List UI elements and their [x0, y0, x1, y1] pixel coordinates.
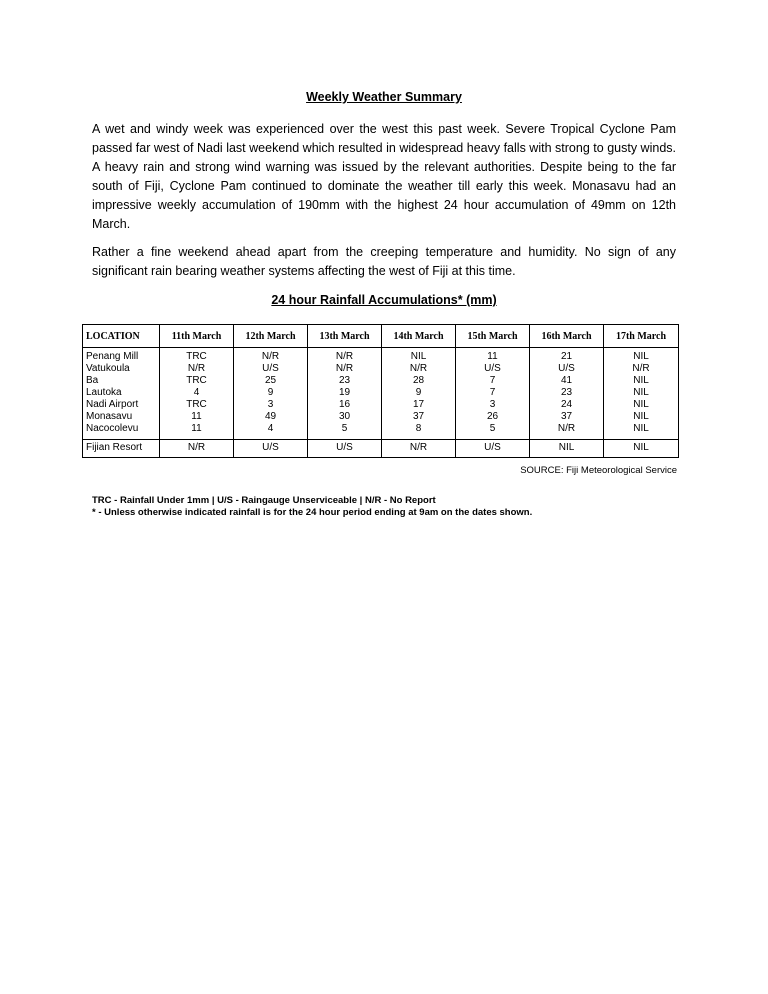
rainfall-value: 11 — [191, 411, 202, 422]
summary-paragraph-2: Rather a fine weekend ahead apart from the creeping temperature and humidity. No sign of any significant rain bearing weather systems affecting the west of Fiji at this time. — [92, 245, 676, 278]
location-name: Vatukoula — [86, 363, 130, 374]
header-day: 11th March — [160, 325, 234, 348]
location-name: Penang Mill — [86, 351, 139, 362]
rainfall-value: N/R — [409, 363, 428, 374]
rainfall-table — [82, 324, 679, 458]
rainfall-value: 4 — [193, 387, 200, 398]
rainfall-value: 24 — [560, 399, 573, 410]
rainfall-value: NIL — [633, 423, 649, 434]
location-name: Ba — [86, 375, 99, 386]
value-cell: NIL — [530, 440, 604, 458]
rainfall-value: N/R — [335, 351, 354, 362]
location-cell: Fijian Resort — [83, 440, 160, 458]
rainfall-value: 37 — [412, 411, 425, 422]
rainfall-value: N/R — [261, 351, 280, 362]
rainfall-value: 49 — [264, 411, 277, 422]
value-cell — [456, 348, 530, 440]
rainfall-value: N/R — [557, 423, 576, 434]
rainfall-value: 19 — [338, 387, 351, 398]
legend-abbreviations: TRC - Rainfall Under 1mm | U/S - Raingauge Unserviceable | N/R - No Report — [92, 495, 436, 506]
header-location: LOCATION — [83, 325, 160, 348]
rainfall-value: 4 — [267, 423, 274, 434]
value-cell: U/S — [456, 440, 530, 458]
value-cell: N/R — [160, 440, 234, 458]
rainfall-value: 7 — [489, 387, 496, 398]
location-cell — [83, 348, 160, 440]
rainfall-value: 3 — [489, 399, 496, 410]
rainfall-value: U/S — [262, 363, 279, 374]
table-title: 24 hour Rainfall Accumulations* (mm) — [271, 293, 497, 307]
rainfall-value: 37 — [560, 411, 573, 422]
header-day: 17th March — [604, 325, 679, 348]
header-day: 14th March — [382, 325, 456, 348]
rainfall-value: 3 — [267, 399, 274, 410]
rainfall-value: TRC — [186, 375, 207, 386]
rainfall-value: N/R — [335, 363, 354, 374]
rainfall-value: NIL — [633, 399, 649, 410]
rainfall-value: 23 — [338, 375, 351, 386]
header-day: 13th March — [308, 325, 382, 348]
value-cell — [530, 348, 604, 440]
rainfall-value: NIL — [633, 411, 649, 422]
header-day: 15th March — [456, 325, 530, 348]
location-name: Lautoka — [86, 387, 122, 398]
rainfall-value: 41 — [560, 375, 573, 386]
rainfall-value: 17 — [412, 399, 425, 410]
location-name: Nacocolevu — [86, 423, 139, 434]
table-row-group — [83, 348, 679, 440]
rainfall-value: N/R — [187, 363, 206, 374]
rainfall-value: NIL — [633, 387, 649, 398]
value-cell — [160, 348, 234, 440]
rainfall-value: N/R — [632, 363, 650, 374]
rainfall-value: 8 — [415, 423, 422, 434]
rainfall-value: 25 — [264, 375, 277, 386]
header-day: 12th March — [234, 325, 308, 348]
value-cell: NIL — [604, 440, 679, 458]
table-header-row — [83, 325, 679, 348]
rainfall-value: NIL — [633, 351, 649, 362]
rainfall-value: NIL — [633, 375, 649, 386]
legend-footnote: * - Unless otherwise indicated rainfall is for the 24 hour period ending at 9am on the dates shown. — [92, 507, 533, 518]
value-cell — [604, 348, 679, 440]
rainfall-value: 23 — [560, 387, 573, 398]
header-day: 16th March — [530, 325, 604, 348]
rainfall-value: 21 — [560, 351, 573, 362]
rainfall-value: TRC — [186, 351, 207, 362]
rainfall-value: NIL — [410, 351, 427, 362]
value-cell — [382, 348, 456, 440]
rainfall-value: TRC — [186, 399, 207, 410]
summary-paragraph-1: A wet and windy week was experienced over the west this past week. Severe Tropical Cyclone Pam passed far west of Nadi last weekend which resulted in widespread heavy falls with strong to gusty winds. A heavy rain and strong wind warning was issued by the relevant authorities. Despite being to the far south of Fiji, Cyclone Pam continued to dominate the weather till early this week. Monasavu had an impressive weekly accumulation of 190mm with the highest 24 hour accumulation of 49mm on 12th March. — [92, 122, 676, 231]
value-cell: N/R — [382, 440, 456, 458]
legend-notes — [92, 495, 532, 519]
value-cell: U/S — [234, 440, 308, 458]
rainfall-value: 28 — [412, 375, 425, 386]
rainfall-value: U/S — [558, 363, 575, 374]
rainfall-value: 5 — [341, 423, 348, 434]
rainfall-value: 30 — [338, 411, 351, 422]
page-title: Weekly Weather Summary — [306, 90, 462, 104]
value-cell: U/S — [308, 440, 382, 458]
rainfall-value: 11 — [487, 351, 498, 362]
location-name: Nadi Airport — [86, 399, 139, 410]
rainfall-value: 9 — [415, 387, 422, 398]
rainfall-value: U/S — [484, 363, 501, 374]
rainfall-value: 9 — [267, 387, 274, 398]
rainfall-value: 11 — [191, 423, 202, 434]
source-note: SOURCE: Fiji Meteorological Service — [520, 465, 677, 476]
rainfall-value: 7 — [489, 375, 496, 386]
table-row — [83, 440, 679, 458]
location-name: Monasavu — [86, 411, 133, 422]
value-cell — [308, 348, 382, 440]
rainfall-value: 5 — [489, 423, 496, 434]
value-cell — [234, 348, 308, 440]
rainfall-value: 16 — [338, 399, 351, 410]
rainfall-value: 26 — [486, 411, 499, 422]
